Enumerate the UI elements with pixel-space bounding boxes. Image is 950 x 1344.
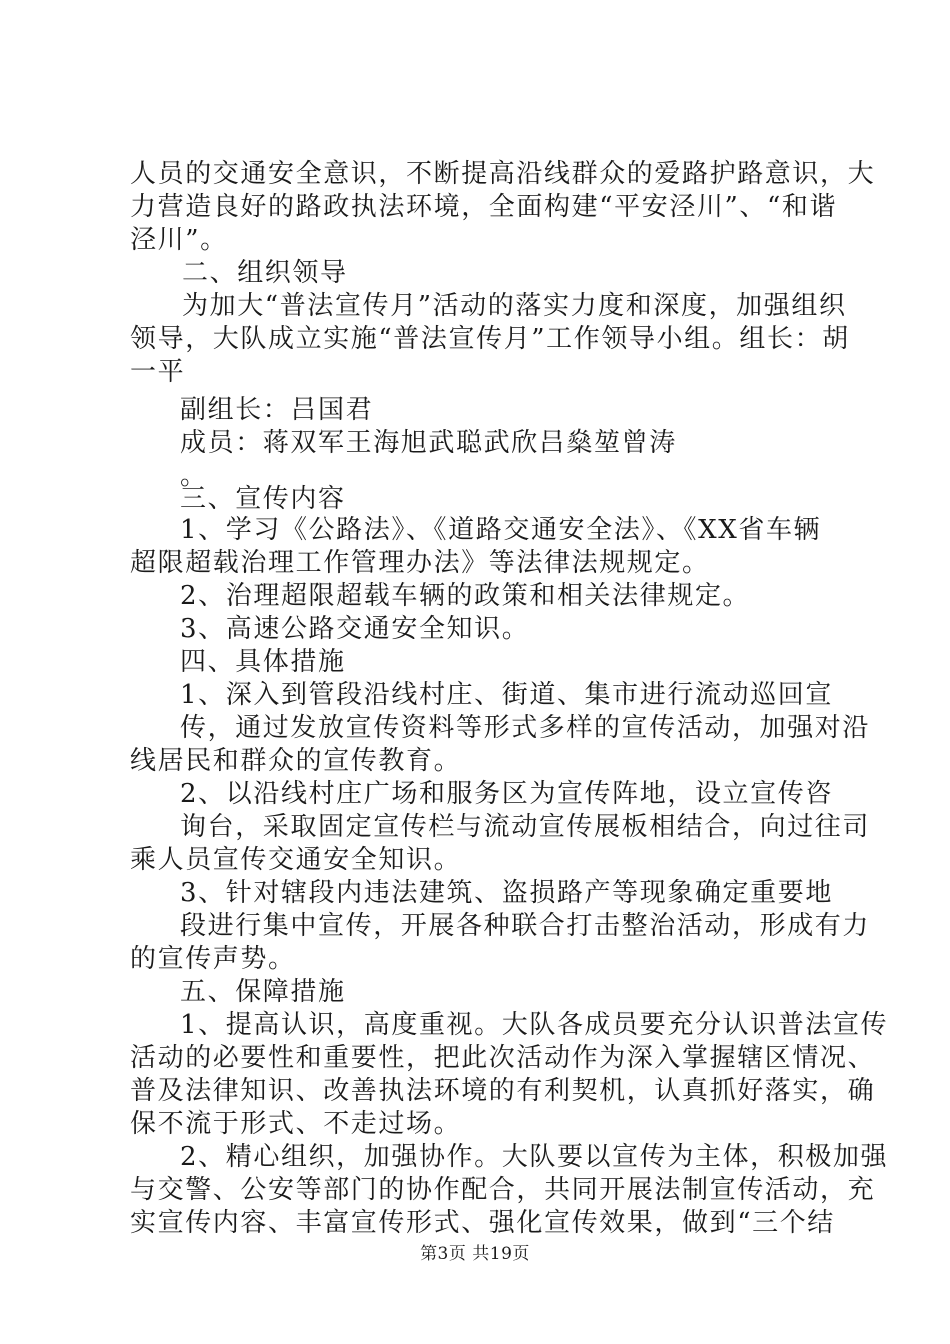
paragraph-line: 3、高速公路交通安全知识。 [180,614,530,644]
paragraph-line: 传，通过发放宣传资料等形式多样的宣传活动，加强对沿 [180,713,871,743]
paragraph-line: 的宣传声势。 [130,944,296,974]
section-heading: 三、宣传内容 [180,484,346,514]
section-heading: 四、具体措施 [180,647,346,677]
paragraph-line: 2、以沿线村庄广场和服务区为宣传阵地，设立宣传咨 [180,779,833,809]
section-heading: 五、保障措施 [180,977,346,1007]
paragraph-line: 。 [180,461,208,491]
paragraph-line: 乘人员宣传交通安全知识。 [130,845,462,875]
paragraph-line: 线居民和群众的宣传教育。 [130,746,462,776]
paragraph-line: 成员：蒋双军王海旭武聪武欣吕燊堃曾涛 [180,428,677,458]
paragraph-line: 2、治理超限超载车辆的政策和相关法律规定。 [180,581,751,611]
paragraph-line: 力营造良好的路政执法环境，全面构建“平安泾川”、“和谐 [130,192,838,222]
paragraph-line: 段进行集中宣传，开展各种联合打击整治活动，形成有力 [180,911,871,941]
paragraph-line: 泾川”。 [130,225,228,255]
paragraph-line: 领导，大队成立实施“普法宣传月”工作领导小组。组长：胡 [130,324,850,354]
paragraph-line: 活动的必要性和重要性，把此次活动作为深入掌握辖区情况、 [130,1043,876,1073]
paragraph-line: 超限超载治理工作管理办法》等法律法规规定。 [130,548,710,578]
paragraph-line: 1、深入到管段沿线村庄、街道、集市进行流动巡回宣 [180,680,833,710]
paragraph-line: 副组长：吕国君 [180,395,374,425]
paragraph-line: 保不流于形式、不走过场。 [130,1109,462,1139]
paragraph-line: 1、学习《公路法》、《道路交通安全法》、《XX省车辆 [180,515,822,545]
paragraph-line: 普及法律知识、改善执法环境的有利契机，认真抓好落实，确 [130,1076,876,1106]
paragraph-line: 为加大“普法宣传月”活动的落实力度和深度，加强组织 [182,291,847,321]
paragraph-line: 一平 [130,357,186,387]
section-heading: 二、组织领导 [182,258,348,288]
paragraph-line: 1、提高认识，高度重视。大队各成员要充分认识普法宣传 [180,1010,889,1040]
paragraph-line: 询台，采取固定宣传栏与流动宣传展板相结合，向过往司 [180,812,871,842]
paragraph-line: 实宣传内容、丰富宣传形式、强化宣传效果，做到“三个结 [130,1208,835,1238]
paragraph-line: 与交警、公安等部门的协作配合，共同开展法制宣传活动，充 [130,1175,876,1205]
paragraph-line: 人员的交通安全意识，不断提高沿线群众的爱路护路意识，大 [130,159,876,189]
page-footer: 第3页 共19页 [420,1244,530,1264]
paragraph-line: 3、针对辖段内违法建筑、盗损路产等现象确定重要地 [180,878,833,908]
paragraph-line: 2、精心组织，加强协作。大队要以宣传为主体，积极加强 [180,1142,889,1172]
